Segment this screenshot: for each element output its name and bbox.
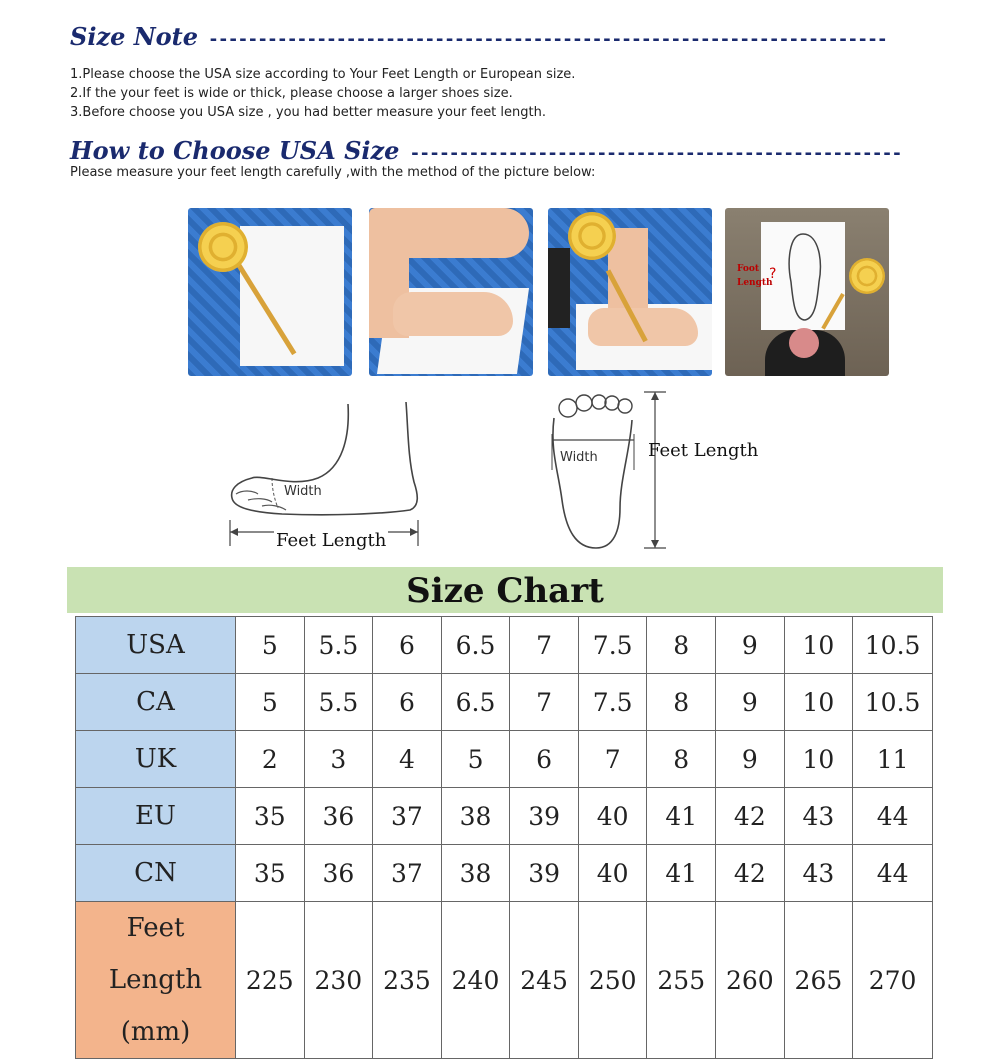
size-cell: 6.5 [441, 617, 510, 674]
photo-tracing-foot [548, 208, 712, 376]
photo-holding-tracing [725, 208, 889, 376]
size-row-ca [76, 674, 933, 731]
photo-foot-on-paper [369, 208, 533, 376]
size-cell: 5.5 [304, 617, 373, 674]
how-to-heading [70, 136, 901, 165]
size-cell: 37 [373, 788, 442, 845]
size-cell: 10 [784, 731, 853, 788]
size-cell: 9 [716, 617, 785, 674]
size-cell: 38 [441, 845, 510, 902]
size-table [75, 616, 933, 1059]
size-row-eu [76, 788, 933, 845]
size-cell: 39 [510, 845, 579, 902]
size-cell: 7 [510, 674, 579, 731]
size-cell: 35 [236, 845, 305, 902]
photo-pencil-paper [188, 208, 352, 376]
size-cell: 44 [853, 788, 933, 845]
size-row-cn [76, 845, 933, 902]
size-cell: 35 [236, 788, 305, 845]
size-cell: 270 [853, 902, 933, 1059]
size-cell: 250 [578, 902, 647, 1059]
size-cell: 2 [236, 731, 305, 788]
size-cell: 6.5 [441, 674, 510, 731]
size-cell: 7.5 [578, 617, 647, 674]
size-cell: 6 [373, 617, 442, 674]
size-cell: 36 [304, 845, 373, 902]
size-row-uk [76, 731, 933, 788]
size-cell: 9 [716, 731, 785, 788]
size-cell: 7.5 [578, 674, 647, 731]
size-cell: 43 [784, 788, 853, 845]
note-line-3: 3.Before choose you USA size , you had better measure your feet length. [70, 105, 546, 120]
size-cell: 10.5 [853, 674, 933, 731]
size-cell: 9 [716, 674, 785, 731]
size-cell: 43 [784, 845, 853, 902]
foot-length-note: Foot Length [737, 264, 773, 288]
svg-text:?: ? [769, 266, 777, 282]
pencil-topper [849, 258, 885, 294]
size-cell: 265 [784, 902, 853, 1059]
size-cell: 42 [716, 788, 785, 845]
size-cell: 8 [647, 617, 716, 674]
size-row-feet-length [76, 902, 933, 1059]
size-cell: 41 [647, 845, 716, 902]
size-cell: 235 [373, 902, 442, 1059]
size-row-usa [76, 617, 933, 674]
size-cell: 8 [647, 731, 716, 788]
row-label: UK [76, 731, 236, 788]
side-width-label: Width [284, 484, 322, 499]
size-cell: 5 [441, 731, 510, 788]
size-cell: 225 [236, 902, 305, 1059]
note-line-1: 1.Please choose the USA size according to Your Feet Length or European size. [70, 67, 576, 82]
size-cell: 6 [510, 731, 579, 788]
row-label [76, 902, 236, 1059]
size-cell: 10 [784, 674, 853, 731]
feet-length-unit: (mm) [120, 1017, 191, 1047]
size-cell: 5 [236, 674, 305, 731]
size-cell: 3 [304, 731, 373, 788]
side-length-label: Feet Length [276, 530, 387, 551]
size-note-dashes: --------------------------------------------------------------------- [208, 29, 887, 50]
size-cell: 11 [853, 731, 933, 788]
top-width-label: Width [560, 450, 598, 465]
row-label: EU [76, 788, 236, 845]
size-cell: 36 [304, 788, 373, 845]
pencil-topper [568, 212, 616, 260]
size-cell: 41 [647, 788, 716, 845]
size-cell: 8 [647, 674, 716, 731]
size-cell: 10.5 [853, 617, 933, 674]
size-cell: 10 [784, 617, 853, 674]
size-cell: 40 [578, 845, 647, 902]
size-cell: 42 [716, 845, 785, 902]
size-cell: 6 [373, 674, 442, 731]
size-cell: 230 [304, 902, 373, 1059]
size-chart-title: Size Chart [67, 567, 943, 613]
size-cell: 7 [510, 617, 579, 674]
size-cell: 7 [578, 731, 647, 788]
size-cell: 5 [236, 617, 305, 674]
size-cell: 5.5 [304, 674, 373, 731]
row-label: CN [76, 845, 236, 902]
size-note-title: Size Note [70, 22, 199, 51]
size-cell: 4 [373, 731, 442, 788]
size-cell: 39 [510, 788, 579, 845]
size-note-heading [70, 22, 887, 51]
how-to-title: How to Choose USA Size [70, 136, 400, 165]
person-face [789, 328, 819, 358]
top-foot-diagram [540, 390, 680, 552]
size-cell: 38 [441, 788, 510, 845]
size-cell: 37 [373, 845, 442, 902]
size-cell: 245 [510, 902, 579, 1059]
foot [393, 292, 513, 336]
row-label: USA [76, 617, 236, 674]
size-cell: 255 [647, 902, 716, 1059]
size-table-body [76, 617, 933, 1059]
sleeve [548, 248, 570, 328]
feet-length-label: Feet Length [108, 913, 203, 995]
size-cell: 44 [853, 845, 933, 902]
pencil-topper [198, 222, 248, 272]
size-cell: 40 [578, 788, 647, 845]
how-to-instruction: Please measure your feet length carefully ,with the method of the picture below: [70, 165, 596, 180]
size-cell: 240 [441, 902, 510, 1059]
row-label: CA [76, 674, 236, 731]
how-to-dashes: -------------------------------------------------- [409, 143, 902, 164]
top-length-label: Feet Length [648, 440, 759, 461]
note-line-2: 2.If the your feet is wide or thick, please choose a larger shoes size. [70, 86, 513, 101]
size-cell: 260 [716, 902, 785, 1059]
